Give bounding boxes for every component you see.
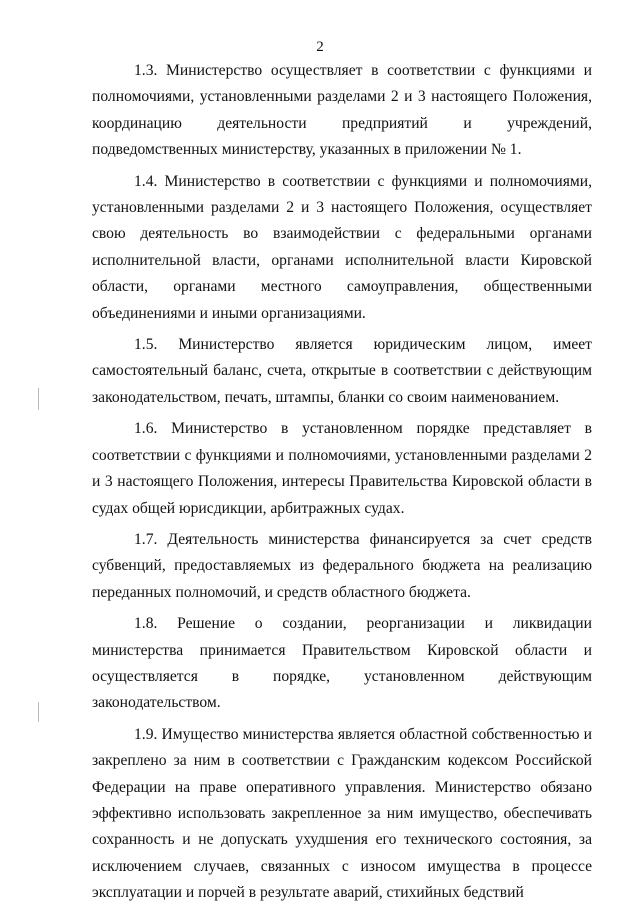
margin-scan-mark-lower: [38, 702, 39, 722]
margin-scan-mark-upper: [38, 388, 39, 410]
document-body: [92, 58, 592, 907]
paragraph-1-3: 1.3. Министерство осуществляет в соответствии с функциями и полномочиями, установленными разделами 2 и 3 настоящего Положения, координацию деятельности предприятий и учреждений, подведомственных министерству, указанных в приложении № 1.: [92, 62, 592, 159]
paragraph-1-7: 1.7. Деятельность министерства финансируется за счет средств субвенций, предоставляемых из федерального бюджета на реализацию переданных полномочий, и средств областного бюджета.: [92, 530, 592, 601]
paragraph-1-9: 1.9. Имущество министерства является областной собственностью и закреплено за ним в соответствии с Гражданским кодексом Российской Федерации на праве оперативного управления. Министерство обязано эффективно использовать закрепленное за ним имущество, обеспечивать сохранность и не допускать ухудшения его технического состояния, за исключением случаев, связанных с износом имущества в процессе эксплуатации и порчей в результате аварий, стихийных бедствий: [92, 725, 592, 902]
paragraph-1-4: 1.4. Министерство в соответствии с функциями и полномочиями, установленными разделами 2 и 3 настоящего Положения, осуществляет свою деятельность во взаимодействии с федеральными органами исполнительной власти, органами исполнительной власти Кировской области, органами местного самоуправления, общественными объединениями и иными организациями.: [92, 172, 592, 322]
paragraph-1-5: 1.5. Министерство является юридическим лицом, имеет самостоятельный баланс, счета, открытые в соответствии с действующим законодательством, печать, штампы, бланки со своим наименованием.: [92, 336, 592, 406]
paragraph-1-8: 1.8. Решение о создании, реорганизации и ликвидации министерства принимается Правительством Кировской области и осуществляется в порядке, установленном действующим законодательством.: [92, 615, 592, 712]
paragraph-1-6: 1.6. Министерство в установленном порядке представляет в соответствии с функциями и полномочиями, установленными разделами 2 и 3 настоящего Положения, интересы Правительства Кировской области в судах общей юрисдикции, арбитражных судах.: [92, 420, 592, 517]
page-number: 2: [316, 39, 324, 55]
